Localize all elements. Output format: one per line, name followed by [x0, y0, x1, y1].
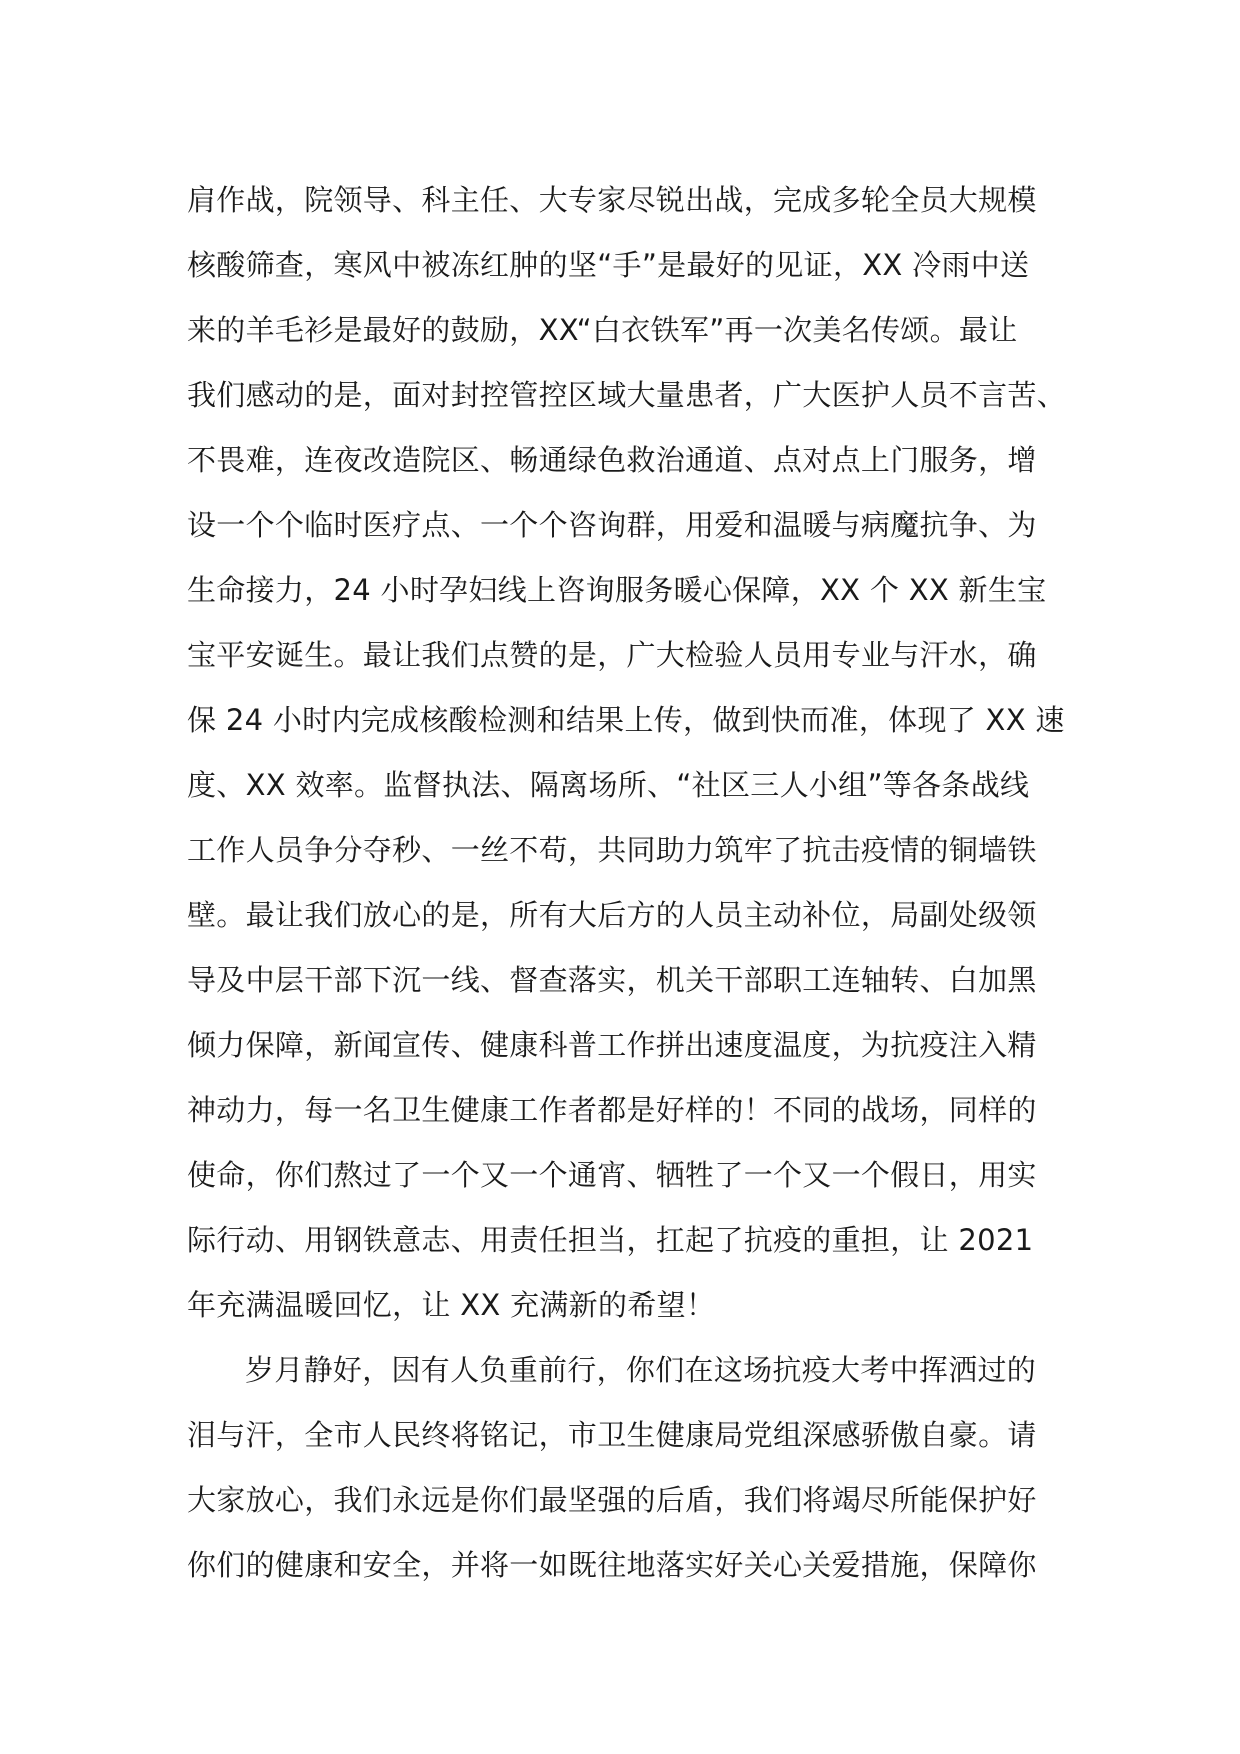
- text-line: 倾力保障，新闻宣传、健康科普工作拼出速度温度，为抗疫注入精: [187, 1028, 1037, 1062]
- text-line: 设一个个临时医疗点、一个个咨询群，用爱和温暖与病魔抗争、为: [187, 508, 1037, 542]
- text-line: 神动力，每一名卫生健康工作者都是好样的！不同的战场，同样的: [187, 1093, 1037, 1127]
- text-line: 生命接力，24 小时孕妇线上咨询服务暖心保障，XX 个 XX 新生宝: [187, 573, 1047, 607]
- text-line: 度、XX 效率。监督执法、隔离场所、“社区三人小组”等各条战线: [187, 768, 1030, 802]
- text-line: 我们感动的是，面对封控管控区域大量患者，广大医护人员不言苦、: [187, 378, 1067, 412]
- text-line: 大家放心，我们永远是你们最坚强的后盾，我们将竭尽所能保护好: [187, 1483, 1037, 1517]
- text-line: 壁。最让我们放心的是，所有大后方的人员主动补位，局副处级领: [187, 898, 1037, 932]
- text-line: 使命，你们熬过了一个又一个通宵、牺牲了一个又一个假日，用实: [187, 1158, 1037, 1192]
- text-line: 导及中层干部下沉一线、督查落实，机关干部职工连轴转、白加黑: [187, 963, 1037, 997]
- text-line: 核酸筛查，寒风中被冻红肿的坚“手”是最好的见证，XX 冷雨中送: [187, 248, 1030, 282]
- text-line: 肩作战，院领导、科主任、大专家尽锐出战，完成多轮全员大规模: [187, 183, 1037, 217]
- text-line: 保 24 小时内完成核酸检测和结果上传，做到快而准，体现了 XX 速: [187, 703, 1065, 737]
- text-line: 泪与汗，全市人民终将铭记，市卫生健康局党组深感骄傲自豪。请: [187, 1418, 1037, 1452]
- text-line: 宝平安诞生。最让我们点赞的是，广大检验人员用专业与汗水，确: [187, 638, 1037, 672]
- text-line: 不畏难，连夜改造院区、畅通绿色救治通道、点对点上门服务，增: [187, 443, 1037, 477]
- text-line: 年充满温暖回忆，让 XX 充满新的希望！: [187, 1288, 716, 1322]
- text-line: 来的羊毛衫是最好的鼓励，XX“白衣铁军”再一次美名传颂。最让: [187, 313, 1018, 347]
- text-line: 际行动、用钢铁意志、用责任担当，扛起了抗疫的重担，让 2021: [187, 1223, 1034, 1257]
- paragraph-first-line: 岁月静好，因有人负重前行，你们在这场抗疫大考中挥洒过的: [245, 1353, 1037, 1387]
- text-line: 你们的健康和安全，并将一如既往地落实好关心关爱措施，保障你: [187, 1548, 1037, 1582]
- text-line: 工作人员争分夺秒、一丝不苟，共同助力筑牢了抗击疫情的铜墙铁: [187, 833, 1037, 867]
- document-body: [187, 168, 1087, 1598]
